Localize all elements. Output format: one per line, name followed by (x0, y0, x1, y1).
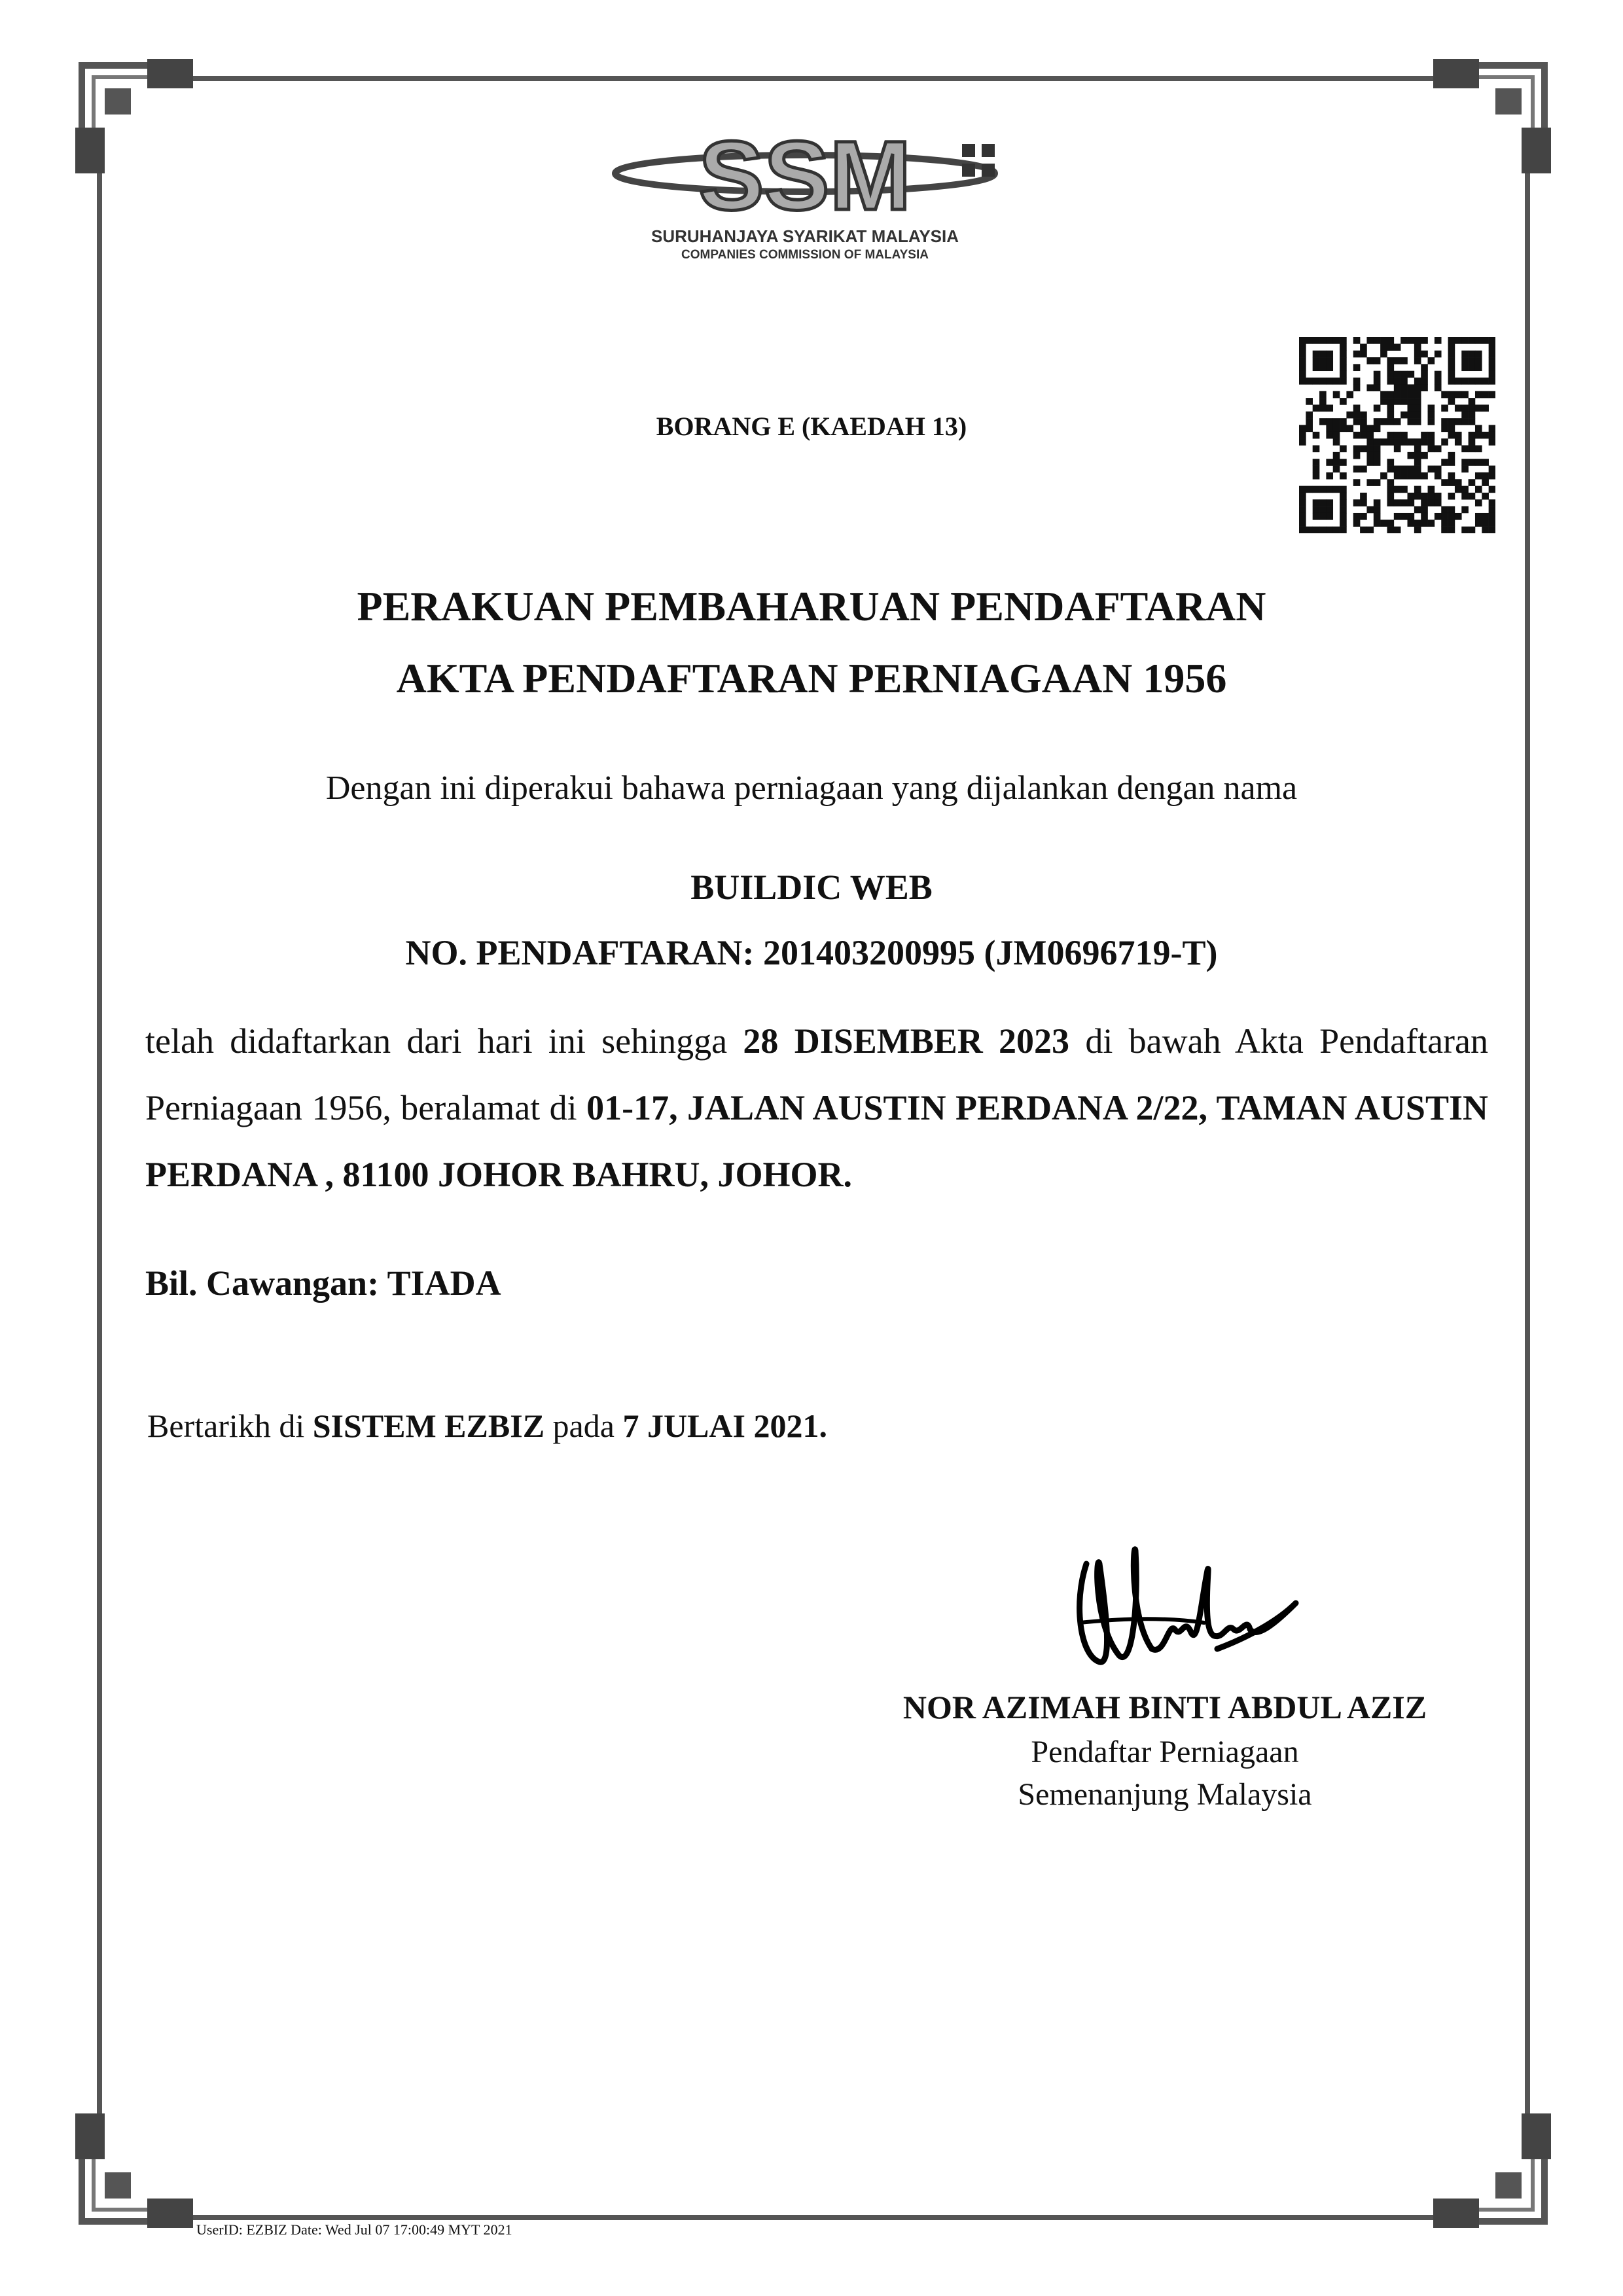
dated-date: 7 JULAI 2021. (622, 1407, 827, 1444)
ssm-logo (609, 124, 1021, 268)
logo-mark: SSM (698, 124, 912, 230)
frame-left (97, 164, 102, 2133)
corner-ornament-top-right (1430, 56, 1554, 180)
business-name: BUILDIC WEB (690, 868, 933, 907)
expiry-date: 28 DISEMBER 2023 (743, 1021, 1070, 1061)
footer-metadata: UserID: EZBIZ Date: Wed Jul 07 17:00:49 MYT 2021 (196, 2221, 512, 2238)
dated-prefix: Bertarikh di (147, 1407, 313, 1444)
business-address: 01-17, JALAN AUSTIN PERDANA 2/22, TAMAN AUSTIN PERDANA , 81100 JOHOR BAHRU, JOHOR. (145, 1088, 1488, 1194)
logo-org-en: COMPANIES COMMISSION OF MALAYSIA (681, 248, 929, 262)
registration-paragraph (145, 1008, 1488, 1208)
registration-number: NO. PENDAFTARAN: 201403200995 (JM0696719-T) (405, 933, 1218, 972)
dated-system: SISTEM EZBIZ (312, 1407, 545, 1444)
corner-ornament-bottom-right (1430, 2107, 1554, 2231)
frame-bottom (183, 2215, 1440, 2220)
logo-org-ms: SURUHANJAYA SYARIKAT MALAYSIA (651, 226, 959, 246)
certificate-title-line1: PERAKUAN PEMBAHARUAN PENDAFTARAN (357, 583, 1266, 629)
dated-line (147, 1407, 827, 1445)
corner-ornament-top-left (72, 56, 196, 180)
dated-middle: pada (544, 1407, 623, 1444)
branch-count: Bil. Cawangan: TIADA (145, 1263, 501, 1303)
signature-image (1060, 1525, 1309, 1695)
para-text-1: telah didaftarkan dari hari ini sehingga (145, 1021, 743, 1061)
frame-right (1525, 164, 1530, 2133)
frame-top (183, 76, 1440, 81)
form-code: BORANG E (KAEDAH 13) (656, 412, 967, 441)
intro-statement: Dengan ini diperakui bahawa perniagaan yang dijalankan dengan nama (325, 769, 1298, 807)
signatory-title-line1: Pendaftar Perniagaan (1031, 1735, 1299, 1769)
corner-ornament-bottom-left (72, 2107, 196, 2231)
signatory-name: NOR AZIMAH BINTI ABDUL AZIZ (902, 1689, 1427, 1725)
signatory-title-line2: Semenanjung Malaysia (1018, 1777, 1312, 1812)
para-text-2: di bawah Akta Pendaftaran Perniagaan 1956, beralamat di (145, 1021, 1489, 1127)
certificate-title-line2: AKTA PENDAFTARAN PERNIAGAAN 1956 (396, 655, 1227, 701)
